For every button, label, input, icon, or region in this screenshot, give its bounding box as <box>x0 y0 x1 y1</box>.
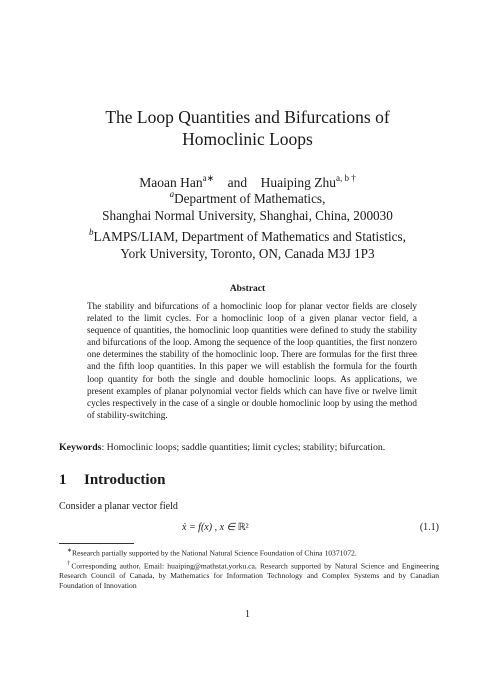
footnote-1 <box>59 546 439 559</box>
equation-condition: x ∈ <box>219 522 238 533</box>
footnote-1-mark: ∗ <box>67 548 73 554</box>
equation-expression <box>182 522 249 533</box>
keywords <box>59 441 449 454</box>
author-separator: and <box>227 175 248 190</box>
affiliation-a-line-1 <box>40 186 455 207</box>
section-title: Introduction <box>84 472 166 488</box>
footnote-1-text: Research partially supported by the National Natural Science Foundation of China 10371072. <box>72 548 357 558</box>
affiliation-b-line-2: York University, Toronto, ON, Canada M3J 1P3 <box>120 246 375 261</box>
author-mark-2: a, b † <box>336 173 356 183</box>
keywords-text: : Homoclinic loops; saddle quantities; limit cycles; stability; bifurcation. <box>101 442 386 453</box>
section-heading <box>59 472 165 489</box>
footnote-2-text: Corresponding author, Email: huaiping@mathstat.yorku.ca, Research supported by Natural Science and Engineering Research Council of Canada, by Mathematics for Information Technology and Complex Systems and by Canadian Foundation of Innovation <box>59 561 440 591</box>
affiliations <box>40 186 455 262</box>
equation-1-1 <box>59 522 439 538</box>
paper-title <box>40 106 455 150</box>
abstract-text: The stability and bifurcations of a homoclinic loop for planar vector fields are closely related to the limit cycles. For a homoclinic loop of a given planar vector field, a sequence of quantities, the homoclinic loop quantities were defined to study the stability and bifurcations of the loop. Among the sequence of the loop quantities, the first nonzero one determines the stability of the homoclinic loop. There are formulas for the first three and the fifth loop quantities. In this paper we will establish the formula for the fourth loop quantity for both the single and double homoclinic loops. As applications, we present examples of planar polynomial vector fields which can have five or twelve limit cycles respectively in the case of a single or double homoclinic loop by using the method of stability-switching. <box>87 301 417 420</box>
equation-set: ℝ² <box>237 522 249 533</box>
author-name-1: Maoan Han <box>139 175 203 190</box>
abstract-heading: Abstract <box>229 284 266 294</box>
affiliation-a-dept: Department of Mathematics, <box>174 191 326 206</box>
section-number: 1 <box>59 472 67 488</box>
affiliation-b-line-1 <box>40 224 455 245</box>
author-name-2: Huaiping Zhu <box>260 175 337 190</box>
affiliation-b-dept: LAMPS/LIAM, Department of Mathematics and Statistics, <box>93 229 406 244</box>
equation-lhs: ẋ = f(x) <box>182 522 213 533</box>
keywords-label: Keywords <box>59 442 102 453</box>
affiliation-a-line-2: Shanghai Normal University, Shanghai, China, 200030 <box>102 208 393 223</box>
author-mark-1: a∗ <box>202 173 215 183</box>
footnotes <box>59 546 439 591</box>
footnote-rule <box>59 543 134 544</box>
intro-paragraph: Consider a planar vector field <box>59 501 178 512</box>
page-number: 1 <box>245 609 250 620</box>
affiliation-a-mark: a <box>169 189 175 199</box>
title-line-2: Homoclinic Loops <box>182 129 313 149</box>
affiliation-b-mark: b <box>89 227 94 237</box>
footnote-2 <box>59 559 439 592</box>
equation-number: (1.1) <box>419 522 439 533</box>
footnote-2-mark: † <box>67 560 72 567</box>
title-line-1: The Loop Quantities and Bifurcations of <box>105 107 390 127</box>
equation-separator: , <box>212 522 220 533</box>
